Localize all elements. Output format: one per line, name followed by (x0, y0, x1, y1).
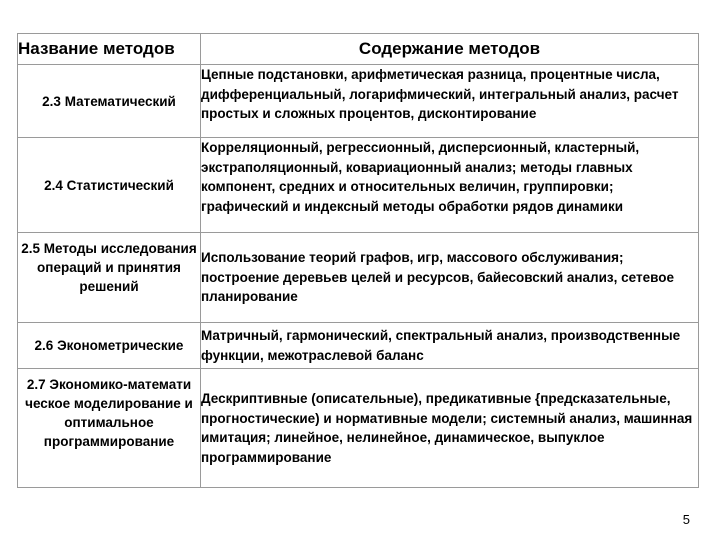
table-row (18, 65, 699, 138)
method-content-cell: Корреляционный, регрессионный, дисперсионный, кластерный, экстраполяционный, ковариационный анализ; методы главных компонент, средних и относительных величин, группировки; графический и индексный методы обработки рядов динамики (201, 138, 699, 233)
table-row (18, 323, 699, 369)
table-row (18, 138, 699, 233)
method-name-cell: 2.3 Математический (18, 65, 201, 138)
methods-table (17, 33, 699, 488)
method-name-cell: 2.6 Эконометрические (18, 323, 201, 369)
method-name-cell: 2.4 Статистический (18, 138, 201, 233)
method-content-cell: Матричный, гармонический, спектральный анализ, производственные функции, межотраслевой баланс (201, 323, 699, 369)
method-content-cell: Цепные подстановки, арифметическая разница, процентные числа, дифференциальный, логарифмический, интегральный анализ, расчет простых и сложных процентов, дисконтирование (201, 65, 699, 138)
method-content-cell: Дескриптивные (описательные), предикативные {предсказательные, прогностические) и нормативные модели; системный анализ, машинная имитация; линейное, нелинейное, динамическое, выпуклое программирование (201, 369, 699, 488)
table-row (18, 233, 699, 323)
method-content-cell: Использование теорий графов, игр, массового обслуживания; построение деревьев целей и ресурсов, байесовский анализ, сетевое планирование (201, 233, 699, 323)
method-name-cell: 2.5 Методы исследования операций и принятия решений (18, 233, 201, 323)
table-header-row (18, 34, 699, 65)
method-name-cell: 2.7 Экономико-математи ческое моделирование и оптимальное программирование (18, 369, 201, 488)
page-number: 5 (682, 512, 690, 527)
table-row (18, 369, 699, 488)
header-method-content: Содержание методов (201, 34, 699, 65)
header-method-name: Название методов (18, 34, 201, 65)
